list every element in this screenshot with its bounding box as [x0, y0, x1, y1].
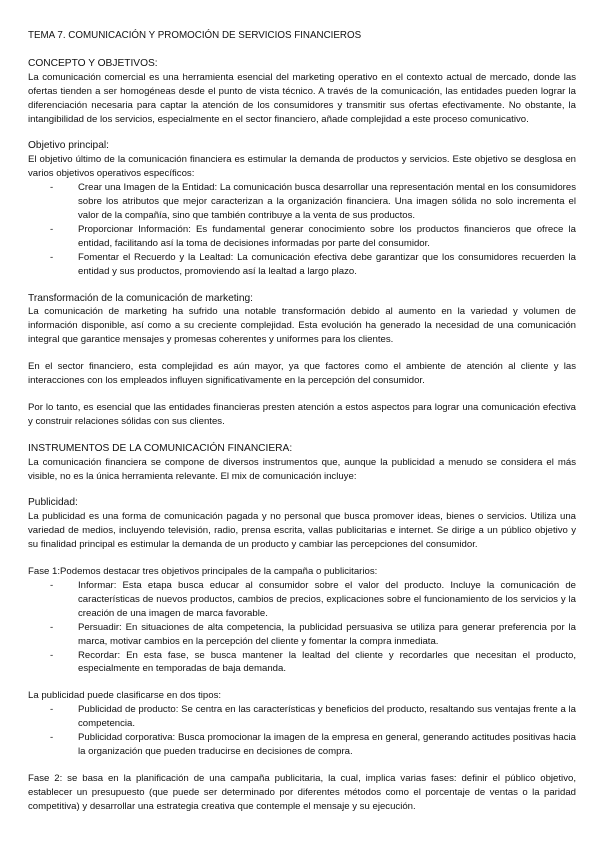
fase1-paragraph: Fase 1:Podemos destacar tres objetivos principales de la campaña o publicitarios:: [28, 566, 378, 578]
section-fase1: [28, 565, 576, 676]
section-objetivo: [28, 139, 576, 278]
section-fase2: [28, 772, 576, 814]
list-item: - Recordar: En esta fase, se busca mantener la lealtad del cliente y recordarles que necesitan el producto, especialmente en temporadas de baja demanda.: [28, 649, 576, 677]
section-sector: [28, 360, 576, 388]
transformacion-heading: Transformación de la comunicación de marketing:: [28, 292, 253, 304]
list-item: - Persuadir: En situaciones de alta competencia, la publicidad persuasiva se utiliza para generar preferencia por la marca, motivar cambios en la percepción del cliente y fomentar la compra inmediata.: [28, 621, 576, 649]
fase1-list: [28, 579, 576, 676]
section-publicidad: [28, 496, 576, 552]
section-instrumentos: [28, 442, 576, 484]
page-title: TEMA 7. COMUNICACIÓN Y PROMOCIÓN DE SERVICIOS FINANCIEROS: [28, 30, 362, 41]
list-item: - Informar: Esta etapa busca educar al consumidor sobre el valor del producto. Incluye la comunicación de características de nuevos productos, cambios de precios, explicaciones sobre el funcionamiento de los servicios y la creación de una imagen de marca favorable.: [28, 579, 576, 621]
instrumentos-paragraph: La comunicación financiera se compone de diversos instrumentos que, aunque la publicidad a menudo se considera el más visible, no es la única herramienta relevante. El mix de comunicación incluye:: [28, 456, 576, 482]
tipos-list: [28, 703, 576, 759]
objetivo-paragraph: El objetivo último de la comunicación financiera es estimular la demanda de productos y servicios. Este objetivo se desglosa en varios objetivos operativos específicos:: [28, 154, 576, 180]
section-tipos: [28, 689, 576, 759]
concepto-heading: CONCEPTO Y OBJETIVOS:: [28, 57, 158, 69]
publicidad-paragraph: La publicidad es una forma de comunicación pagada y no personal que busca promover ideas, bienes o servicios. Utiliza una variedad de medios, incluyendo televisión, radio, prensa escrita, vallas publicitarias e internet. Se dirige a un público objetivo y su finalidad principal es estimular la demanda de un producto y cambiar las percepciones del consumidor.: [28, 511, 576, 551]
section-transformacion: [28, 292, 576, 348]
sector-paragraph: En el sector financiero, esta complejidad es aún mayor, ya que factores como el ambiente de atención al cliente y las interacciones con los empleados influyen significativamente en la percepción del consumidor.: [28, 361, 576, 387]
transformacion-paragraph: La comunicación de marketing ha sufrido una notable transformación debido al aumento en la variedad y volumen de información disponible, así como a su creciente complejidad. Esta evolución ha generado la necesidad de una comunicación integral que garantice mensajes y promesas coherentes y uniformes para los clientes.: [28, 306, 576, 346]
tipos-paragraph: La publicidad puede clasificarse en dos tipos:: [28, 690, 222, 702]
list-item: - Proporcionar Información: Es fundamental generar conocimiento sobre los productos financieros que ofrece la entidad, facilitando así la toma de decisiones informadas por parte del consumidor.: [28, 223, 576, 251]
instrumentos-heading: INSTRUMENTOS DE LA COMUNICACIÓN FINANCIERA:: [28, 442, 293, 454]
section-concepto: [28, 57, 576, 127]
list-item: - Publicidad corporativa: Busca promocionar la imagen de la empresa en general, generando actitudes positivas hacia la organización que pueden traducirse en decisiones de compra.: [28, 731, 576, 759]
publicidad-heading: Publicidad:: [28, 497, 78, 509]
objetivo-list: [28, 181, 576, 278]
concepto-paragraph: La comunicación comercial es una herramienta esencial del marketing operativo en el contexto actual de mercado, donde las ofertas tienden a ser homogéneas desde el punto de vista técnico. A través de la comunicación, las entidades pueden lograr la diferenciación necesaria para captar la atención de los consumidores y transmitir sus ofertas efectivamente. No obstante, la intangibilidad de los servicios, especialmente en el sector financiero, añade complejidad a este proceso comunicativo.: [28, 71, 576, 125]
objetivo-heading: Objetivo principal:: [28, 140, 109, 152]
list-item: - Publicidad de producto: Se centra en las características y beneficios del producto, resaltando sus ventajas frente a la competencia.: [28, 703, 576, 731]
section-conclusion: [28, 401, 576, 429]
conclusion-paragraph: Por lo tanto, es esencial que las entidades financieras presten atención a estos aspectos para lograr una comunicación efectiva y construir relaciones sólidas con sus clientes.: [28, 401, 576, 427]
fase2-paragraph: Fase 2: se basa en la planificación de una campaña publicitaria, la cual, implica varias fases: definir el público objetivo, establecer un presupuesto (que puede ser determinado por diferentes métodos como el porcentaje de ventas o la paridad competitiva) y desarrollar una estrategia creativa que contemple el mensaje y su ejecución.: [28, 772, 576, 812]
list-item: - Fomentar el Recuerdo y la Lealtad: La comunicación efectiva debe garantizar que los consumidores recuerden la entidad y sus productos, promoviendo así la lealtad a largo plazo.: [28, 251, 576, 279]
list-item: - Crear una Imagen de la Entidad: La comunicación busca desarrollar una representación mental en los consumidores sobre los atributos que mejor caracterizan a la organización financiera. Una imagen sólida no solo incrementa el valor de la compañía, sino que también contribuye a la venta de sus productos.: [28, 181, 576, 223]
